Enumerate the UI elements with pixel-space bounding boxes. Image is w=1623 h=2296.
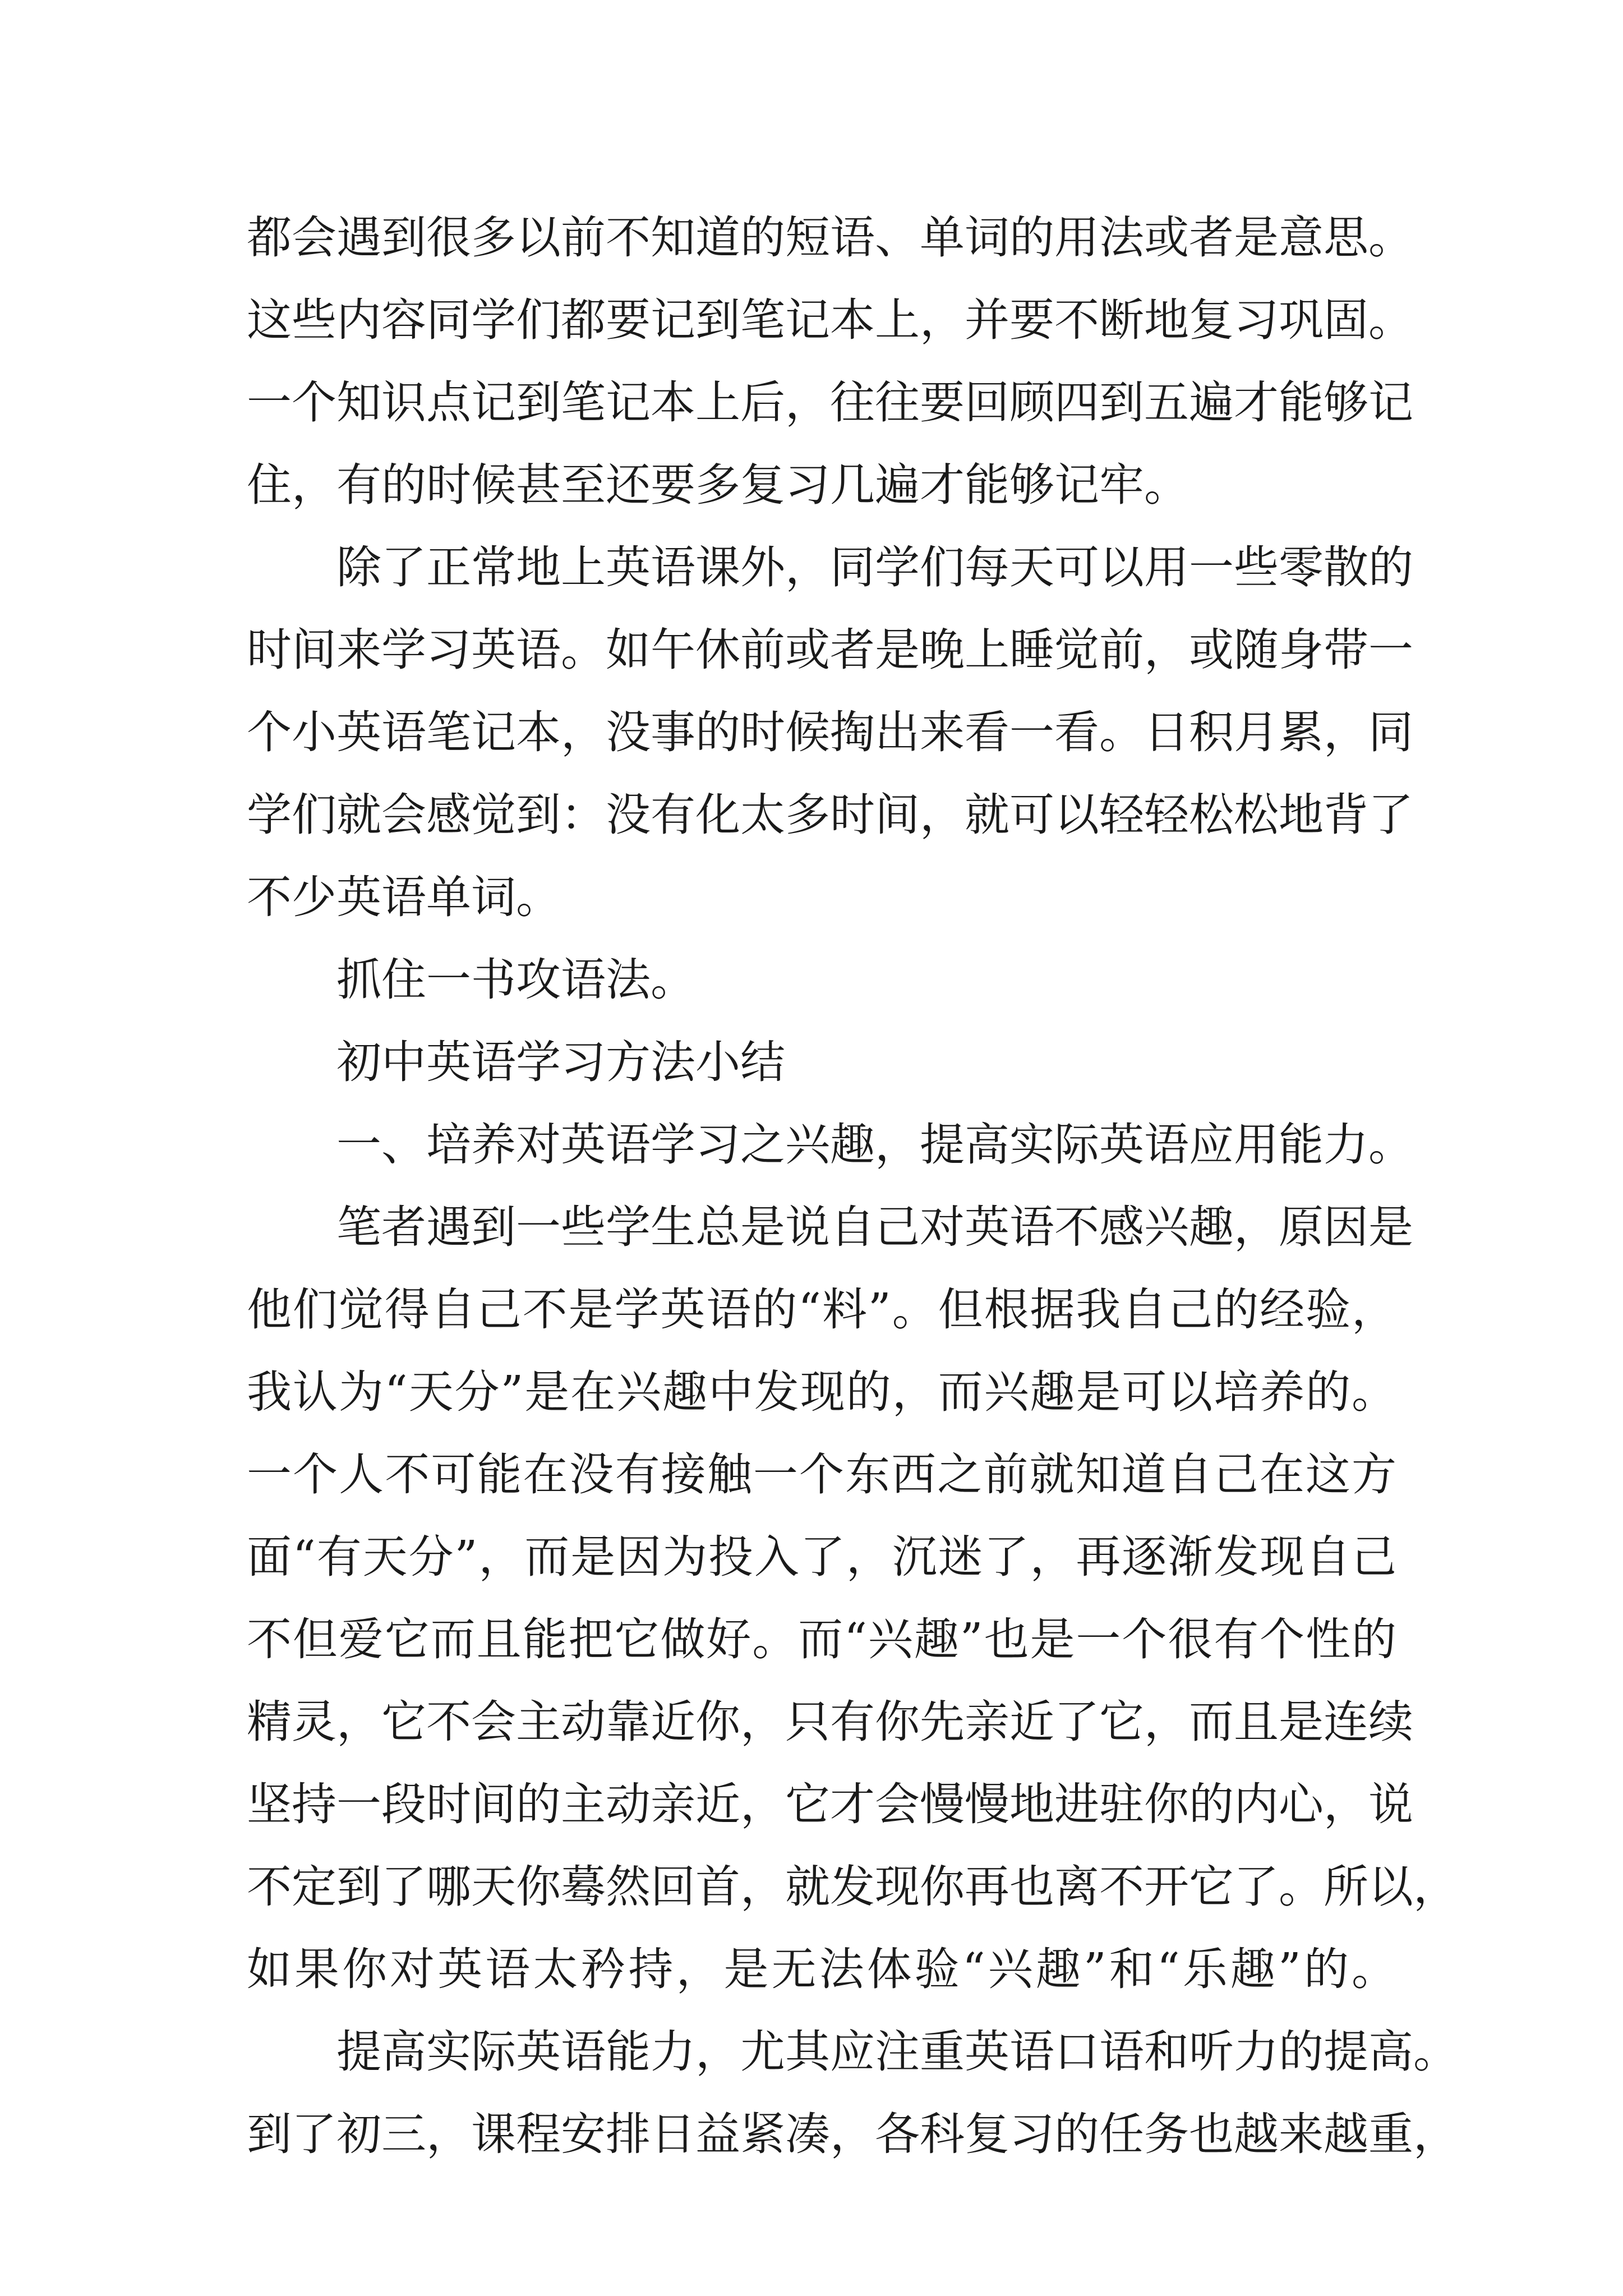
text-line: 不定到了哪天你蓦然回首，就发现你再也离不开它了。所以， — [247, 1861, 1458, 1913]
text-line: 到了初三，课程安排日益紧凑，各科复习的任务也越来越重， — [247, 2108, 1458, 2160]
text-line: 我认为“天分”是在兴趣中发现的，而兴趣是可以培养的。 — [247, 1366, 1396, 1418]
text-line: 精灵，它不会主动靠近你，只有你先亲近了它，而且是连续 — [247, 1696, 1413, 1748]
body-text — [247, 196, 1458, 2175]
text-line: 如果你对英语太矜持，是无法体验“兴趣”和“乐趣”的。 — [247, 1943, 1396, 1995]
paragraph-first-line: 笔者遇到一些学生总是说自己对英语不感兴趣，原因是 — [336, 1201, 1413, 1253]
text-line: 学们就会感觉到：没有化太多时间，就可以轻轻松松地背了 — [247, 789, 1413, 841]
paragraph-first-line: 提高实际英语能力，尤其应注重英语口语和听力的提高。 — [336, 2026, 1458, 2078]
text-line: 住，有的时候甚至还要多复习几遍才能够记牢。 — [247, 459, 1189, 511]
text-line: 一个人不可能在没有接触一个东西之前就知道自己在这方 — [247, 1448, 1396, 1501]
section-heading: 一、培养对英语学习之兴趣，提高实际英语应用能力。 — [336, 1119, 1413, 1171]
section-title: 初中英语学习方法小结 — [336, 1036, 785, 1088]
text-line: 都会遇到很多以前不知道的短语、单词的用法或者是意思。 — [247, 211, 1413, 264]
text-line: 这些内容同学们都要记到笔记本上，并要不断地复习巩固。 — [247, 294, 1413, 346]
paragraph-first-line: 除了正常地上英语课外，同学们每天可以用一些零散的 — [336, 541, 1413, 593]
text-line: 他们觉得自己不是学英语的“料”。但根据我自己的经验， — [247, 1283, 1396, 1336]
paragraph-first-line: 抓住一书攻语法。 — [336, 954, 695, 1006]
text-line: 坚持一段时间的主动亲近，它才会慢慢地进驻你的内心，说 — [247, 1778, 1413, 1830]
text-line: 个小英语笔记本，没事的时候掏出来看一看。日积月累，同 — [247, 706, 1413, 758]
text-line: 不少英语单词。 — [247, 871, 561, 923]
text-line: 面“有天分”，而是因为投入了，沉迷了，再逐渐发现自己 — [247, 1531, 1396, 1583]
text-line: 时间来学习英语。如午休前或者是晚上睡觉前，或随身带一 — [247, 624, 1413, 676]
text-line: 一个知识点记到笔记本上后，往往要回顾四到五遍才能够记 — [247, 376, 1413, 429]
text-line: 不但爱它而且能把它做好。而“兴趣”也是一个很有个性的 — [247, 1613, 1396, 1665]
